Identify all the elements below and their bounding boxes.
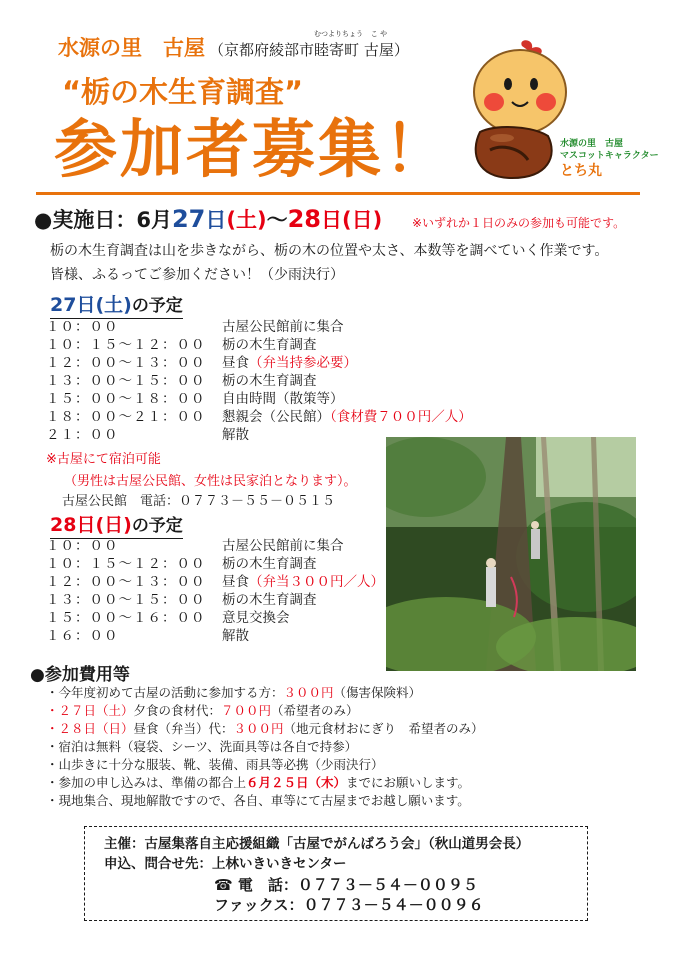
header-divider [36, 192, 640, 195]
phone-number: ０７７３－５４－００９５ [297, 876, 478, 894]
row-activity [222, 391, 344, 407]
row-time: １５：００～１８：００ [46, 391, 206, 407]
intro-line-1: 栃の木生育調査は山を歩きながら、栃の木の位置や太さ、本数等を調べていく作業です。 [50, 243, 609, 259]
row-activity [222, 373, 317, 389]
kominkan-phone: 古屋公民館 電話：０７７３－５５－０５１５ [62, 494, 336, 509]
fee-amount: ３００円 [283, 685, 334, 700]
loc-mutsuyori: 睦寄 [314, 41, 345, 59]
recruit-headline: 参加者募集！ [54, 113, 450, 186]
mascot-caption-role: マスコットキャラクター [560, 151, 659, 162]
day2-row [46, 609, 290, 627]
day2-row [46, 591, 317, 609]
day1-row [46, 408, 472, 426]
activity-text: 懇親会（公民館） [222, 409, 330, 425]
event-dates [34, 204, 382, 234]
row-time: １０：００ [46, 319, 119, 335]
fee-text: までにお願いします。 [346, 775, 471, 790]
day2-title-suffix: の予定 [131, 516, 183, 536]
row-activity [222, 319, 344, 335]
dates-month: 6月 [136, 208, 172, 232]
activity-text: 昼食 [222, 574, 249, 590]
row-time: １０：００ [46, 538, 119, 554]
mascot-eye-left [504, 78, 512, 90]
row-activity [222, 538, 344, 554]
fee-amount: ３００円 [233, 721, 284, 736]
day1-schedule-title [50, 294, 183, 319]
fee-text: ・参加の申し込みは、準備の都合上 [46, 775, 247, 790]
day2-row [46, 555, 317, 573]
phone-line [214, 874, 478, 895]
date-dow1: (土) [226, 208, 267, 232]
fee-bullet-first-time [46, 684, 421, 702]
mascot-name: とち丸 [560, 163, 602, 180]
fee-text: （地元食材おにぎり 希望者のみ） [283, 721, 484, 736]
activity-text: 栃の木生育調査 [222, 373, 317, 389]
date-tilde: ～ [266, 208, 288, 232]
ruby-furuya: こ や [370, 30, 387, 38]
header-place [58, 32, 409, 62]
activity-highlight: （弁当３００円／人） [249, 574, 384, 590]
mascot-face [474, 50, 566, 134]
activity-highlight: （弁当持参必要） [249, 355, 357, 371]
day1-row [46, 390, 344, 408]
mascot-chestnut-body [476, 127, 552, 178]
fee-bullet-deadline [46, 774, 470, 792]
activity-text: 古屋公民館前に集合 [222, 538, 344, 554]
activity-text: 解散 [222, 628, 249, 644]
row-time: １０：１５～１２：００ [46, 556, 206, 572]
header-place-name: 水源の里 古屋 [58, 36, 205, 60]
fee-bullet-lunch [46, 720, 484, 738]
stay-note: ※古屋にて宿泊可能 [46, 452, 161, 467]
day1-row [46, 372, 317, 390]
stay-note-detail: （男性は古屋公民館、女性は民家泊となります）。 [64, 474, 357, 489]
mascot-caption [560, 138, 659, 181]
row-activity [222, 574, 384, 590]
mascot-tochimaru-illustration [462, 40, 570, 180]
fees-heading: ●参加費用等 [30, 665, 130, 685]
day1-row [46, 336, 317, 354]
loc-town: 町 [344, 41, 360, 59]
day1-row [46, 318, 344, 336]
activity-text: 解散 [222, 427, 249, 443]
fee-bullet-equipment: ・山歩きに十分な服装、靴、装備、雨具等必携（少雨決行） [46, 757, 384, 772]
row-time: １０：１５～１２：００ [46, 337, 206, 353]
row-activity [222, 628, 249, 644]
day1-title-suffix: の予定 [131, 296, 183, 316]
dates-label: ●実施日： [34, 208, 137, 232]
row-time: １５：００～１６：００ [46, 610, 206, 626]
date-unit1: 日 [205, 208, 227, 232]
row-time: １８：００～２１：００ [46, 409, 206, 425]
intro-line-2: 皆様、ふるってご参加ください！（少雨決行） [50, 267, 344, 283]
fee-bullet-lodging: ・宿泊は無料（寝袋、シーツ、洗面具等は各自で持参） [46, 739, 358, 754]
phone-label: ☎ 電 話： [214, 876, 298, 894]
row-time: １６：００ [46, 628, 119, 644]
deadline-date: ６月２５日（木） [246, 775, 347, 790]
day2-schedule-title [50, 514, 183, 539]
organizer-line: 主催：古屋集落自主応援組織「古屋でがんばろう会」（秋山道男会長） [104, 836, 530, 852]
row-activity [222, 556, 317, 572]
surveyor-person-2 [531, 529, 540, 559]
day1-row [46, 354, 357, 372]
activity-text: 意見交換会 [222, 610, 290, 626]
activity-text: 昼食 [222, 355, 249, 371]
day2-title-date: 28日(日) [50, 514, 132, 536]
day1-title-date: 27日(土) [50, 294, 132, 316]
day2-row [46, 627, 249, 645]
date-unit2: 日 [320, 208, 342, 232]
fax-number: ０７７３－５４－００９６ [303, 896, 484, 914]
activity-text: 栃の木生育調査 [222, 556, 317, 572]
mascot-shine [490, 134, 514, 142]
mascot-caption-place: 水源の里 古屋 [560, 139, 624, 149]
fee-text: 夕食の食材代： [133, 703, 222, 718]
row-activity [222, 610, 290, 626]
fee-date: ・２８日（日） [46, 721, 134, 736]
fee-date: ・２７日（土） [46, 703, 134, 718]
row-activity [222, 355, 357, 371]
row-time: １３：００～１５：００ [46, 373, 206, 389]
fee-text: ・今年度初めて古屋の活動に参加する方： [46, 685, 284, 700]
loc-prefix: （京都府綾部市 [209, 41, 315, 59]
day2-row [46, 537, 344, 555]
surveyor-person-1 [486, 567, 496, 607]
activity-text: 自由時間（散策等） [222, 391, 344, 407]
ruby-mutsuyori: むつよりちょう [314, 30, 364, 38]
mascot-cheek-left [484, 93, 504, 111]
dates-note: ※いずれか１日のみの参加も可能です。 [412, 216, 626, 230]
fee-text: （希望者のみ） [271, 703, 359, 718]
fax-label: ファックス： [214, 896, 304, 914]
date-day2: 28 [287, 205, 321, 233]
date-dow2: (日) [341, 208, 383, 232]
fee-text: 昼食（弁当）代： [133, 721, 234, 736]
day2-row [46, 573, 384, 591]
header-location [209, 30, 409, 59]
row-time: ２１：００ [46, 427, 119, 443]
date-day1: 27 [171, 205, 206, 233]
mascot-eye-right [530, 78, 538, 90]
loc-suffix: ） [393, 41, 409, 59]
activity-text: 古屋公民館前に集合 [222, 319, 344, 335]
row-activity [222, 592, 317, 608]
row-activity [222, 337, 317, 353]
mascot-cheek-right [536, 93, 556, 111]
fee-bullet-transport: ・現地集合、現地解散ですので、各自、車等にて古屋までお越し願います。 [46, 793, 470, 808]
row-time: １２：００～１３：００ [46, 355, 206, 371]
loc-ruby-mutsuyori [314, 30, 364, 60]
event-title: “栃の木生育調査” [62, 75, 304, 109]
row-activity [222, 409, 472, 425]
day1-row [46, 426, 249, 444]
activity-text: 栃の木生育調査 [222, 592, 317, 608]
fee-amount: ７００円 [221, 703, 272, 718]
row-time: １３：００～１５：００ [46, 592, 206, 608]
activity-text: 栃の木生育調査 [222, 337, 317, 353]
activity-highlight: （食材費７００円／人） [330, 409, 472, 425]
row-time: １２：００～１３：００ [46, 574, 206, 590]
fee-text: （傷害保険料） [333, 685, 422, 700]
contact-line: 申込、問合せ先：上林いきいきセンター [104, 856, 347, 872]
fax-line [214, 894, 484, 915]
loc-ruby-furuya [363, 30, 394, 60]
fee-bullet-dinner [46, 702, 359, 720]
forest-survey-photo [386, 437, 636, 671]
row-activity [222, 427, 249, 443]
loc-furuya: 古屋 [363, 41, 394, 59]
